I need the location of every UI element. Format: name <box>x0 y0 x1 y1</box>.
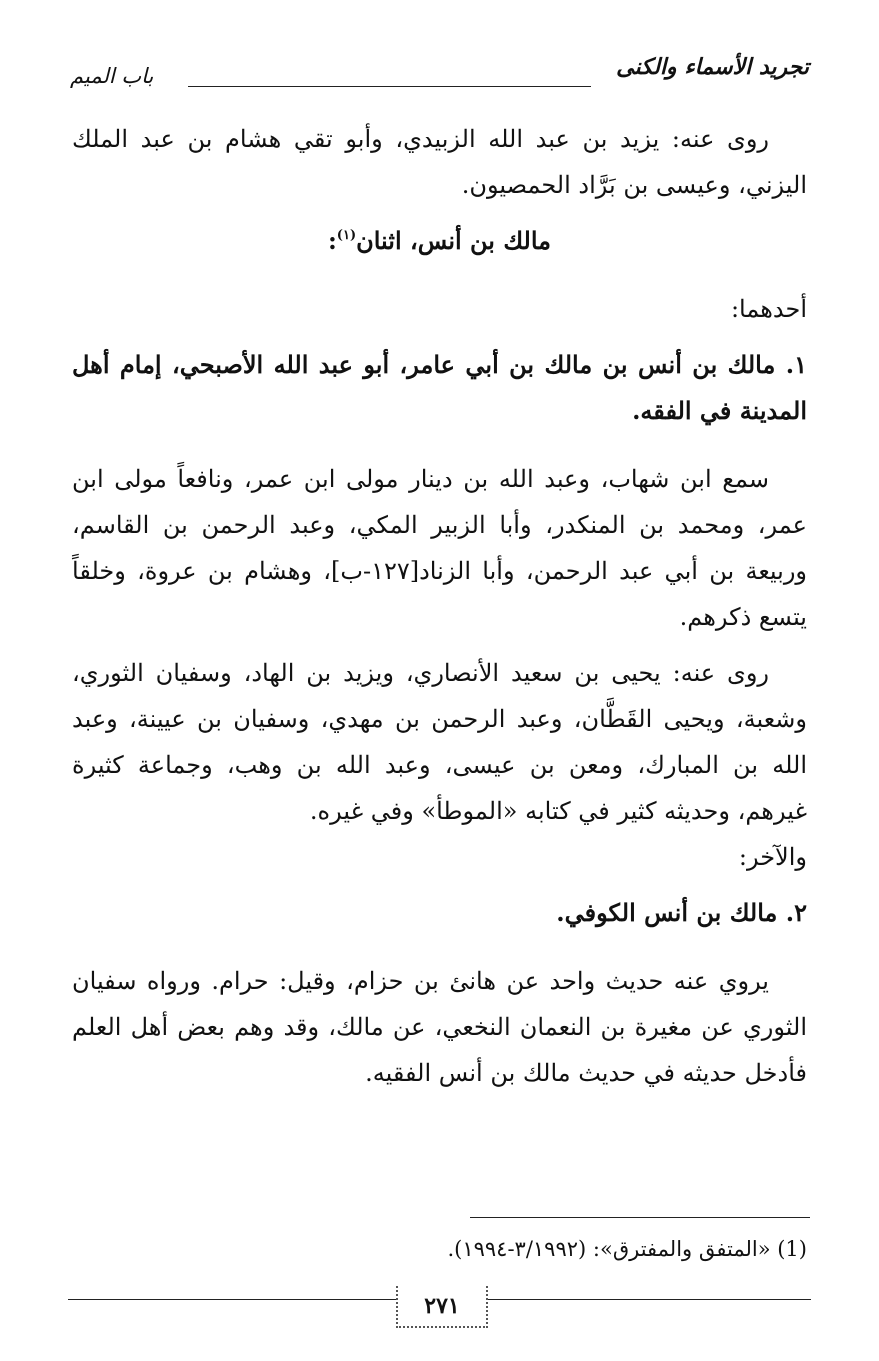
paragraph-heard-from: سمع ابن شهاب، وعبد الله بن دينار مولى ابن عمر، ونافعاً مولى ابن عمر، ومحمد بن المنكدر، وأبا الزبير المكي، وعبد الرحمن بن القاسم، وربيعة بن أبي عبد الرحمن، وأبا الزناد[١٢٧-ب]، وهشام بن عروة، وخلقاً يتسع ذكرهم. <box>72 465 807 631</box>
footnote-reference: (١) <box>336 228 357 243</box>
running-header <box>70 50 809 94</box>
first-label: أحدهما: <box>730 295 807 323</box>
main-text <box>72 116 807 1096</box>
footnote: (1) «المتفق والمفترق»: (٣/١٩٩٢-١٩٩٤). <box>447 1237 807 1261</box>
paragraph-narrators-2: روى عنه: يحيى بن سعيد الأنصاري، ويزيد بن الهاد، وسفيان الثوري، وشعبة، ويحيى القَطَّان، وعبد الرحمن بن مهدي، وسفيان بن عيينة، وعبد الله بن المبارك، ومعن بن عيسى، وعبد الله بن وهب، وجماعة كثيرة غيرهم، وحديثه كثير في كتابه «الموطأ» وفي غيره. <box>72 659 807 825</box>
chapter-title: باب الميم <box>70 64 154 88</box>
paragraph-narrators-1: روى عنه: يزيد بن عبد الله الزبيدي، وأبو تقي هشام بن عبد الملك اليزني، وعيسى بن بَرَّاد الحمصيون. <box>72 125 807 199</box>
entry-1-heading: ١. مالك بن أنس بن مالك بن أبي عامر، أبو عبد الله الأصبحي، إمام أهل المدينة في الفقه. <box>72 350 807 425</box>
section-heading-text: مالك بن أنس، اثنان <box>356 226 552 255</box>
footnote-rule <box>470 1217 810 1218</box>
section-heading-colon: : <box>327 226 337 255</box>
header-rule <box>188 86 591 87</box>
page-number: ٢٧١ <box>396 1286 488 1328</box>
book-title: تجريد الأسماء والكنى <box>616 54 809 80</box>
paragraph-single-hadith: يروي عنه حديث واحد عن هانئ بن حزام، وقيل: حرام. ورواه سفيان الثوري عن مغيرة بن النعمان النخعي، عن مالك، وقد وهم بعض أهل العلم فأدخل حديثه في حديث مالك بن أنس الفقيه. <box>72 967 807 1087</box>
entry-2-heading: ٢. مالك بن أنس الكوفي. <box>556 898 807 927</box>
section-heading <box>72 218 807 264</box>
second-label: والآخر: <box>738 843 807 871</box>
